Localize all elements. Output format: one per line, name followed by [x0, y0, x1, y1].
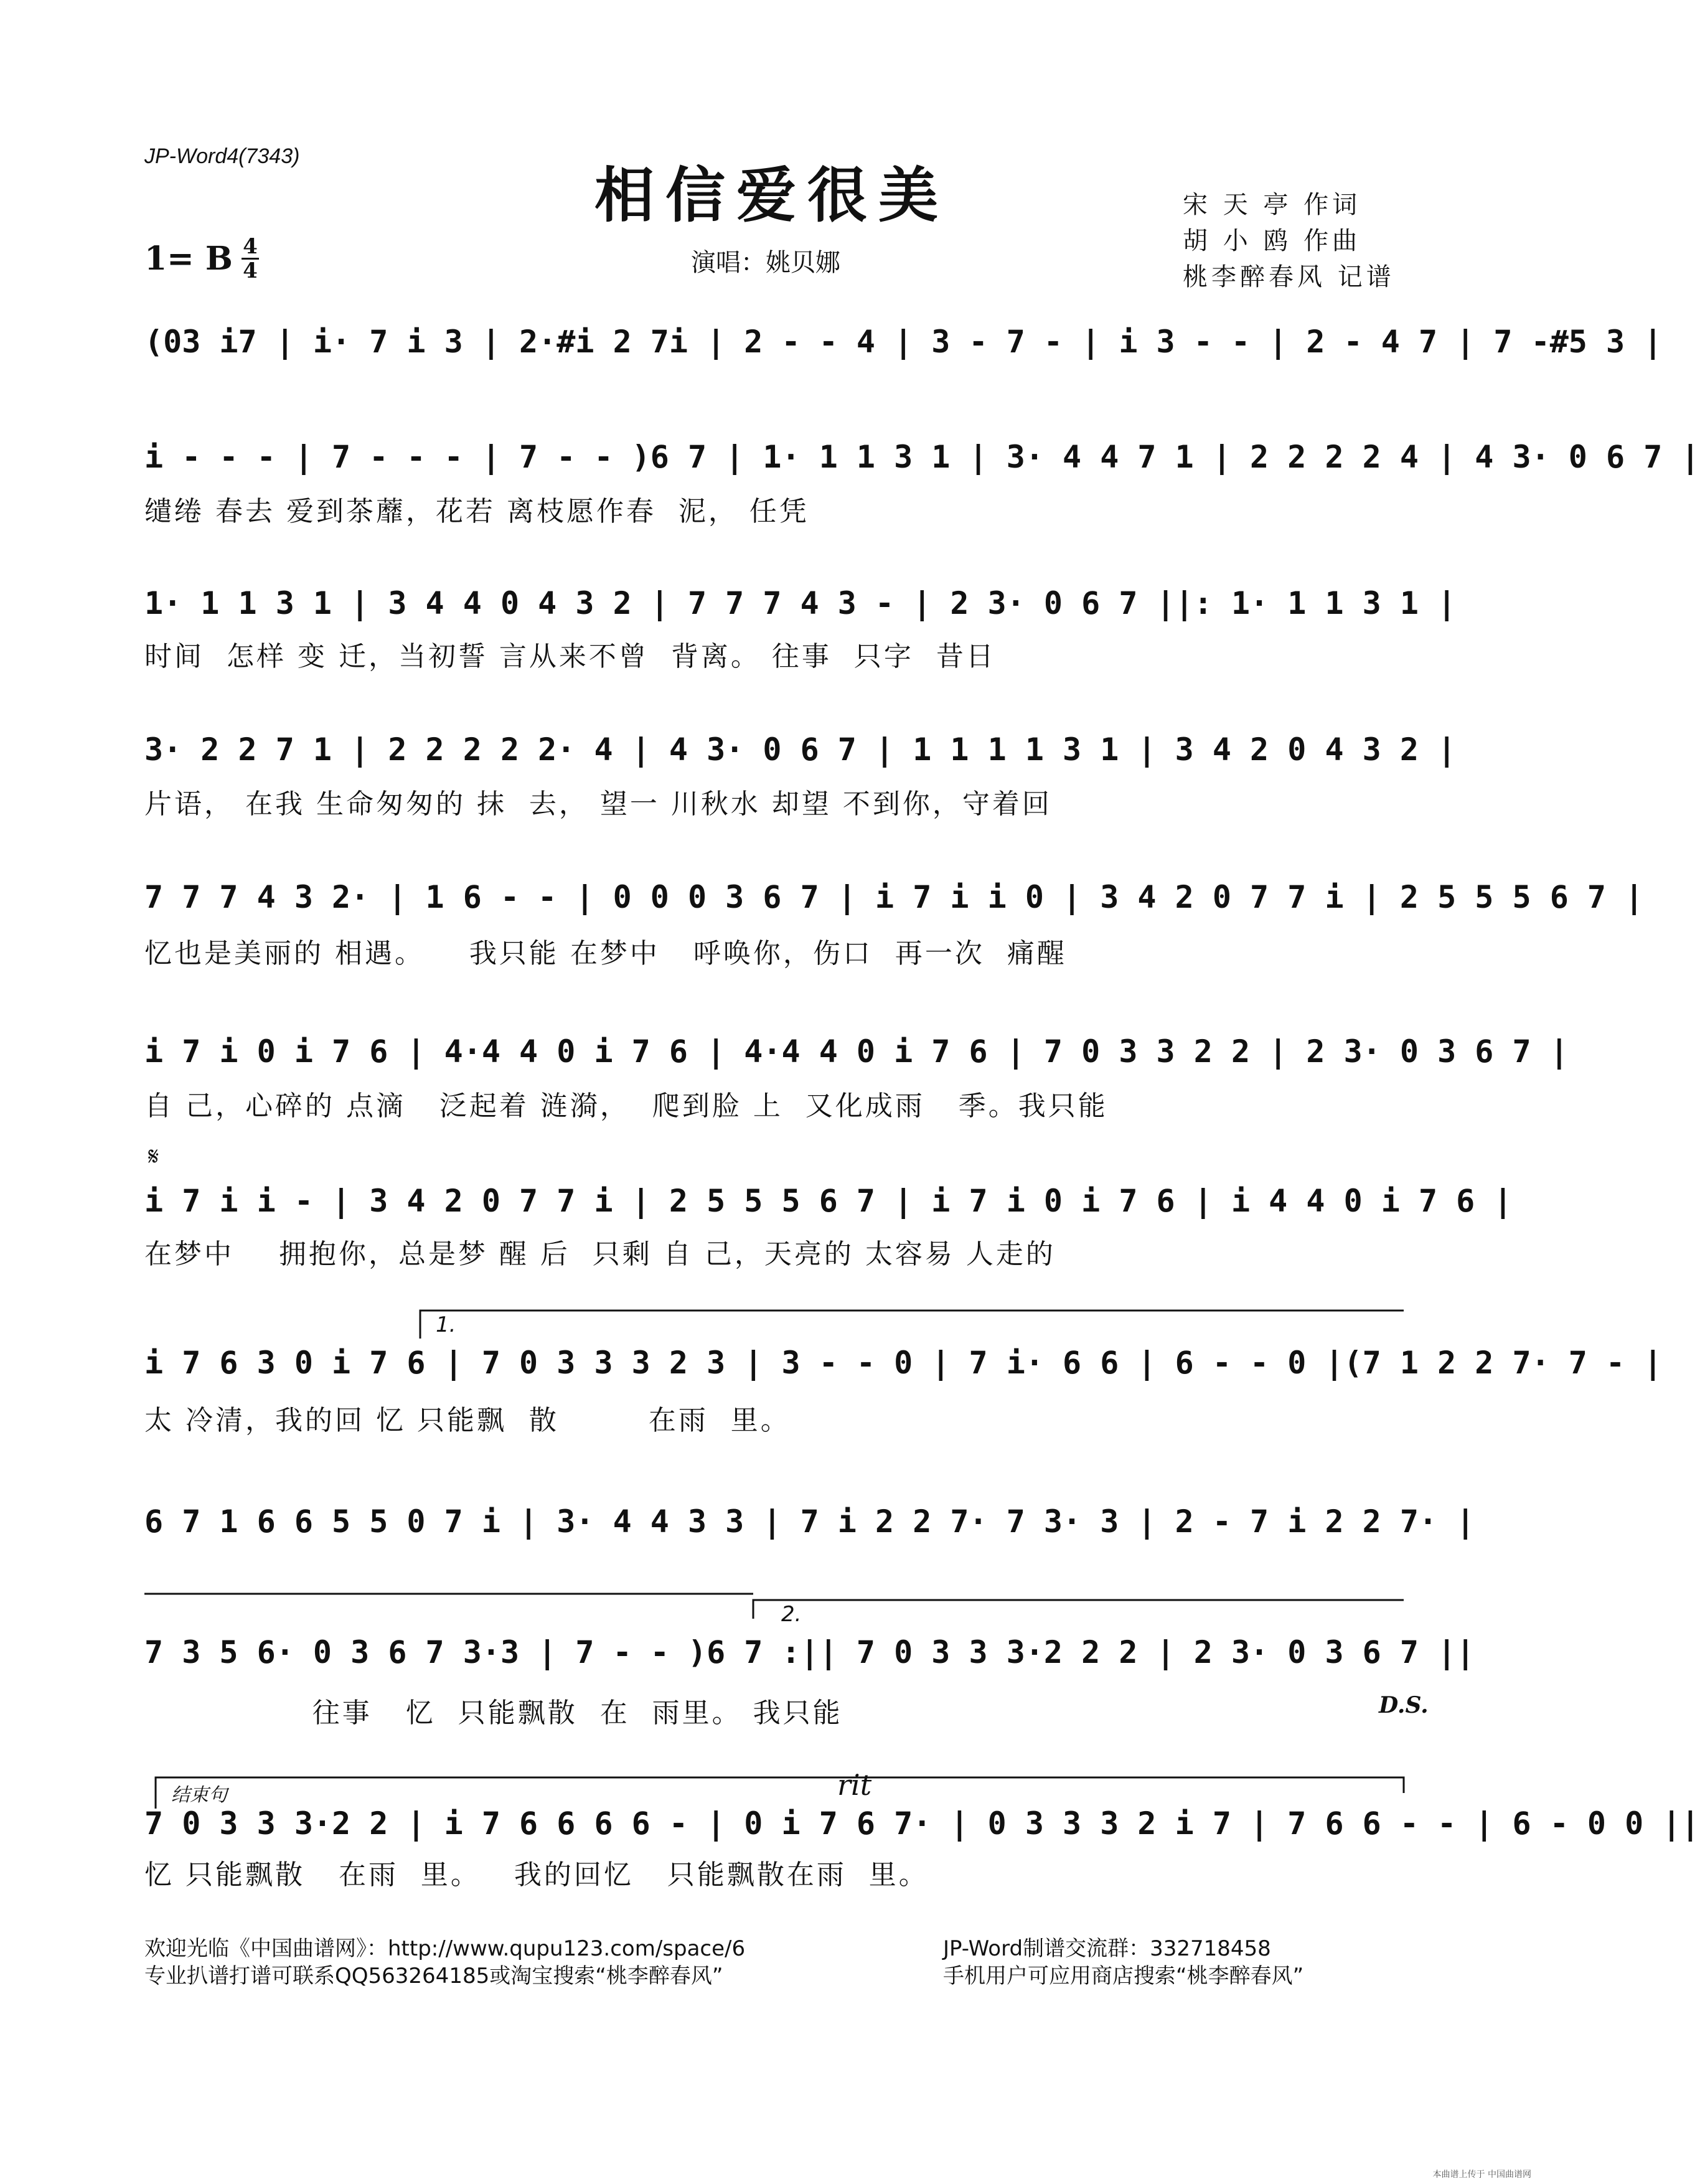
volta-2-label: 2.: [781, 1602, 802, 1627]
lyrics-line-7: 在梦中 拥抱你，总是梦 醒 后 只剩 自 己，天亮的 太容易 人走的: [144, 1238, 1056, 1270]
lyrics-line-6: 自 己，心碎的 点滴 泛起着 涟漪， 爬到脸 上 又化成雨 季。我只能: [144, 1090, 1108, 1122]
notation-line-3: 1· 1 1 3 1 | 3 4 4 0 4 3 2 | 7 7 7 4 3 - | 2 3· 0 6 7 ||: 1· 1 1 3 1 |: [144, 585, 1457, 621]
song-title: 相信爱很美: [594, 160, 949, 230]
notation-line-10: 7 3 5 6· 0 3 6 7 3·3 | 7 - - )6 7 :|| 7 0 3 3 3·2 2 2 | 2 3· 0 3 6 7 ||: [144, 1634, 1475, 1670]
footer-group: JP-Word制谱交流群：332718458: [943, 1936, 1271, 1961]
lyrics-line-4: 片语， 在我 生命匆匆的 抹 去， 望一 川秋水 却望 不到你，守着回: [144, 788, 1052, 820]
site-stamp: 本曲谱上传于 中国曲谱网: [1432, 2170, 1531, 2180]
notation-line-11: 7 0 3 3 3·2 2 | i 7 6 6 6 6 - | 0 i 7 6 7· | 0 3 3 3 2 i 7 | 7 6 6 - - | 6 - 0 0 ||: [144, 1805, 1700, 1842]
lyrics-line-3: 时间 怎样 变 迁，当初誓 言从来不曾 背离。 往事 只字 昔日: [144, 641, 996, 672]
software-label: JP-Word4(7343): [144, 144, 300, 168]
key-signature: 1= B: [144, 240, 233, 278]
lyrics-line-11: 忆 只能飘散 在雨 里。 我的回忆 只能飘散在雨 里。: [144, 1859, 929, 1891]
rit-mark: rit: [837, 1768, 872, 1802]
volta-1-label: 1.: [436, 1312, 456, 1337]
lyrics-line-5: 忆也是美丽的 相遇。 我只能 在梦中 呼唤你，伤口 再一次 痛醒: [144, 938, 1067, 969]
lyrics-line-10: 往事 忆 只能飘散 在 雨里。 我只能: [144, 1697, 843, 1729]
singer: 演唱：姚贝娜: [691, 248, 840, 277]
footer-app-search: 手机用户可应用商店搜索“桃李醉春风”: [943, 1964, 1304, 1989]
ending-label: 结束句: [171, 1784, 227, 1806]
ds-mark: D.S.: [1379, 1692, 1429, 1718]
footer-website: 欢迎光临《中国曲谱网》：http://www.qupu123.com/space/6: [144, 1936, 746, 1961]
credit-transcriber: 桃李醉春风 记谱: [1183, 263, 1395, 291]
segno-sign: 𝄋: [148, 1142, 159, 1171]
footer-contact: 专业扒谱打谱可联系QQ563264185或淘宝搜索“桃李醉春风”: [144, 1964, 723, 1989]
meter-bottom: 4: [243, 258, 258, 283]
meter-top: 4: [243, 234, 258, 259]
credit-lyricist: 宋 天 亭 作词: [1183, 191, 1361, 219]
lyrics-line-2: 缱绻 春去 爱到茶蘼，花若 离枝愿作春 泥， 任凭: [144, 496, 809, 527]
notation-line-8: i 7 6 3 0 i 7 6 | 7 0 3 3 3 2 3 | 3 - - 0 | 7 i· 6 6 | 6 - - 0 |(7 1 2 2 7· 7 - |: [144, 1345, 1663, 1381]
notation-line-4: 3· 2 2 7 1 | 2 2 2 2 2· 4 | 4 3· 0 6 7 | 1 1 1 1 3 1 | 3 4 2 0 4 3 2 |: [144, 732, 1457, 768]
lyrics-line-8: 太 冷清，我的回 忆 只能飘 散 在雨 里。: [144, 1405, 791, 1436]
credit-composer: 胡 小 鸥 作曲: [1183, 227, 1361, 255]
notation-line-9: 6 7 1 6 6 5 5 0 7 i | 3· 4 4 3 3 | 7 i 2 2 7· 7 3· 3 | 2 - 7 i 2 2 7· |: [144, 1504, 1475, 1540]
notation-line-2: i - - - | 7 - - - | 7 - - )6 7 | 1· 1 1 3 1 | 3· 4 4 7 1 | 2 2 2 2 4 | 4 3· 0 6 7 |: [144, 439, 1700, 475]
notation-line-1: (03 i7 | i· 7 i 3 | 2·#i 2 7i | 2 - - 4 | 3 - 7 - | i 3 - - | 2 - 4 7 | 7 -#5 3 |: [144, 324, 1663, 360]
notation-line-7: i 7 i i - | 3 4 2 0 7 7 i | 2 5 5 5 6 7 | i 7 i 0 i 7 6 | i 4 4 0 i 7 6 |: [144, 1183, 1513, 1219]
notation-line-5: 7 7 7 4 3 2· | 1 6 - - | 0 0 0 3 6 7 | i 7 i i 0 | 3 4 2 0 7 7 i | 2 5 5 5 6 7 |: [144, 879, 1644, 915]
notation-line-6: i 7 i 0 i 7 6 | 4·4 4 0 i 7 6 | 4·4 4 0 i 7 6 | 7 0 3 3 2 2 | 2 3· 0 3 6 7 |: [144, 1033, 1569, 1070]
